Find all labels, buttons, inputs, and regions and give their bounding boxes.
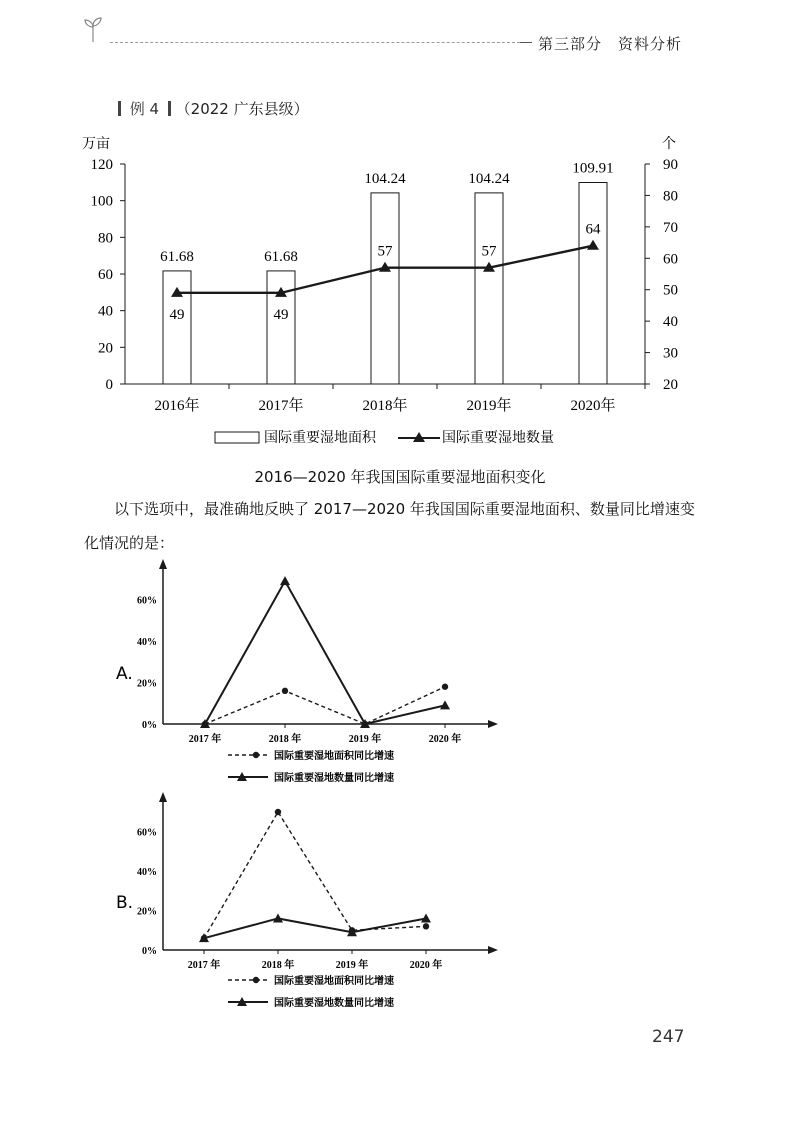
left-tick-label: 120 [90, 157, 113, 173]
legend-area-marker [253, 752, 259, 758]
area-bar-label: 104.24 [468, 170, 510, 187]
option-letter: B. [116, 893, 134, 913]
right-tick-label: 60 [663, 251, 678, 268]
page-number: 247 [652, 1027, 685, 1047]
area-bar-label: 61.68 [264, 248, 298, 265]
y-axis-arrow [159, 792, 167, 802]
sprout-icon [78, 14, 108, 48]
legend-count-label: 国际重要湿地数量 [442, 430, 554, 446]
option-a-chart[interactable] [0, 555, 800, 785]
header-divider [110, 42, 520, 43]
count-growth-point [273, 913, 283, 922]
count-growth-point [440, 700, 450, 709]
x-tick-label: 2020 年 [428, 734, 462, 745]
right-tick-label: 80 [663, 188, 678, 205]
x-tick-label: 2016年 [154, 398, 200, 414]
y-tick-label: 60% [137, 827, 157, 839]
right-tick-label: 50 [663, 282, 678, 299]
header-divider-mark [520, 42, 532, 43]
area-growth-point [423, 923, 429, 929]
right-tick-label: 20 [663, 377, 678, 393]
y-tick-label: 0% [142, 720, 157, 731]
area-bar-label: 61.68 [160, 248, 194, 265]
right-tick-label: 90 [663, 157, 678, 173]
area-growth-point [282, 688, 288, 694]
legend-count-label: 国际重要湿地数量同比增速 [274, 773, 394, 784]
chart-caption: 2016—2020 年我国国际重要湿地面积变化 [254, 468, 546, 486]
example-bracket-right [168, 101, 171, 116]
x-axis-arrow [488, 720, 498, 728]
x-tick-label: 2020年 [570, 398, 616, 414]
area-growth-point [275, 809, 281, 815]
example-source: （2022 广东县级） [175, 100, 309, 118]
area-bar-label: 104.24 [364, 170, 406, 187]
y-axis-arrow [159, 559, 167, 569]
left-tick-label: 40 [98, 303, 113, 320]
option-letter: A. [116, 664, 133, 684]
x-tick-label: 2018 年 [261, 960, 295, 971]
y-tick-label: 40% [137, 637, 157, 649]
right-tick-label: 30 [663, 345, 678, 362]
example-label [118, 98, 309, 119]
left-axis-unit: 万亩 [82, 136, 110, 152]
y-tick-label: 60% [137, 595, 157, 607]
x-axis-arrow [488, 946, 498, 954]
left-tick-label: 60 [98, 267, 113, 283]
right-axis-unit: 个 [662, 136, 676, 152]
count-growth-point [421, 913, 431, 922]
legend-area-label: 国际重要湿地面积 [264, 430, 376, 446]
area-bar-label: 109.91 [572, 160, 614, 177]
question-text [84, 492, 704, 560]
x-tick-label: 2019 年 [348, 734, 382, 745]
area-bar [579, 182, 607, 384]
count-point-label: 64 [585, 221, 601, 238]
left-tick-label: 0 [105, 377, 113, 393]
legend-area-label: 国际重要湿地面积同比增速 [274, 751, 394, 762]
x-tick-label: 2020 年 [409, 960, 443, 971]
count-growth-point [280, 576, 290, 585]
question-body: 以下选项中，最准确地反映了 2017—2020 年我国国际重要湿地面积、数量同比增速变化情况的是： [84, 500, 695, 552]
y-tick-label: 20% [137, 906, 157, 918]
x-tick-label: 2018 年 [268, 734, 302, 745]
left-tick-label: 20 [98, 340, 113, 357]
example-number: 例 4 [129, 100, 160, 118]
legend-area-swatch [215, 432, 259, 443]
count-growth-line [205, 581, 445, 724]
x-tick-label: 2017年 [258, 398, 304, 414]
right-tick-label: 70 [663, 219, 678, 236]
count-growth-line [204, 918, 426, 938]
legend-count-label: 国际重要湿地数量同比增速 [274, 998, 394, 1009]
area-bar [371, 193, 399, 384]
option-b-chart[interactable] [0, 790, 800, 1020]
legend-area-label: 国际重要湿地面积同比增速 [274, 976, 394, 987]
left-tick-label: 100 [90, 193, 113, 210]
area-growth-point [442, 684, 448, 690]
y-tick-label: 0% [142, 946, 157, 957]
area-bar [475, 193, 503, 384]
count-point-label: 49 [273, 306, 289, 323]
area-growth-line [205, 687, 445, 724]
count-point-label: 49 [169, 306, 185, 323]
wetland-area-chart [0, 120, 800, 460]
x-tick-label: 2017 年 [188, 734, 222, 745]
x-tick-label: 2019 年 [335, 960, 369, 971]
legend-area-marker [253, 977, 259, 983]
y-tick-label: 20% [137, 678, 157, 690]
x-tick-label: 2018年 [362, 398, 408, 414]
example-bracket-left [118, 101, 121, 116]
right-tick-label: 40 [663, 314, 678, 331]
area-growth-line [204, 812, 426, 938]
x-tick-label: 2019年 [466, 398, 512, 414]
count-point-label: 57 [377, 243, 393, 260]
count-point-label: 57 [481, 243, 497, 260]
left-tick-label: 80 [98, 230, 113, 247]
y-tick-label: 40% [137, 867, 157, 879]
x-tick-label: 2017 年 [187, 960, 221, 971]
section-title: 第三部分 资料分析 [538, 35, 683, 53]
